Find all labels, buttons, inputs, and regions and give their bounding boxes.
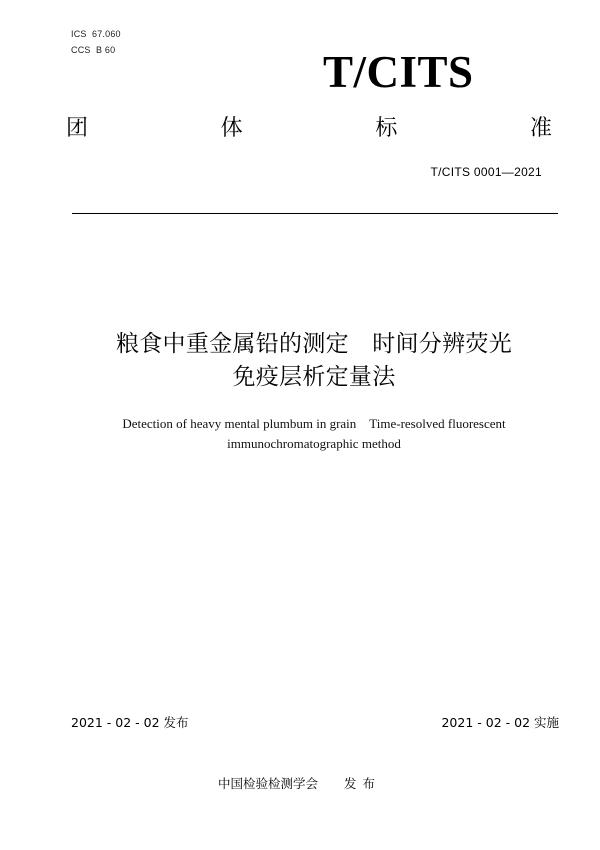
chinese-title: [60, 328, 568, 394]
standard-number: T/CITS 0001—2021: [430, 165, 542, 179]
standard-type-char: 标: [375, 116, 398, 141]
english-title: [60, 414, 568, 454]
standard-type-char: 体: [220, 116, 243, 141]
header-divider: [72, 213, 558, 214]
standard-type-char: 团: [66, 116, 89, 141]
english-title-line-2: immunochromatographic method: [227, 436, 401, 451]
ics-code: ICS 67.060: [71, 29, 121, 39]
implement-date: 2021 - 02 - 02 实施: [441, 715, 559, 730]
ccs-code: CCS B 60: [71, 45, 116, 55]
chinese-title-line-1: 粮食中重金属铅的测定 时间分辨荧光: [115, 331, 513, 357]
publisher-line: [218, 775, 381, 793]
standard-type-heading: [66, 114, 552, 144]
publisher-action: 发布: [344, 776, 382, 791]
chinese-title-line-2: 免疫层析定量法: [232, 364, 396, 390]
publish-date: 2021 - 02 - 02 发布: [71, 715, 189, 730]
standard-type-char: 准: [529, 116, 552, 141]
publisher-organization: 中国检验检测学会: [218, 776, 319, 791]
english-title-line-1: Detection of heavy mental plumbum in grain Time-resolved fluorescent: [122, 416, 506, 431]
standard-logo: T/CITS: [323, 47, 474, 97]
